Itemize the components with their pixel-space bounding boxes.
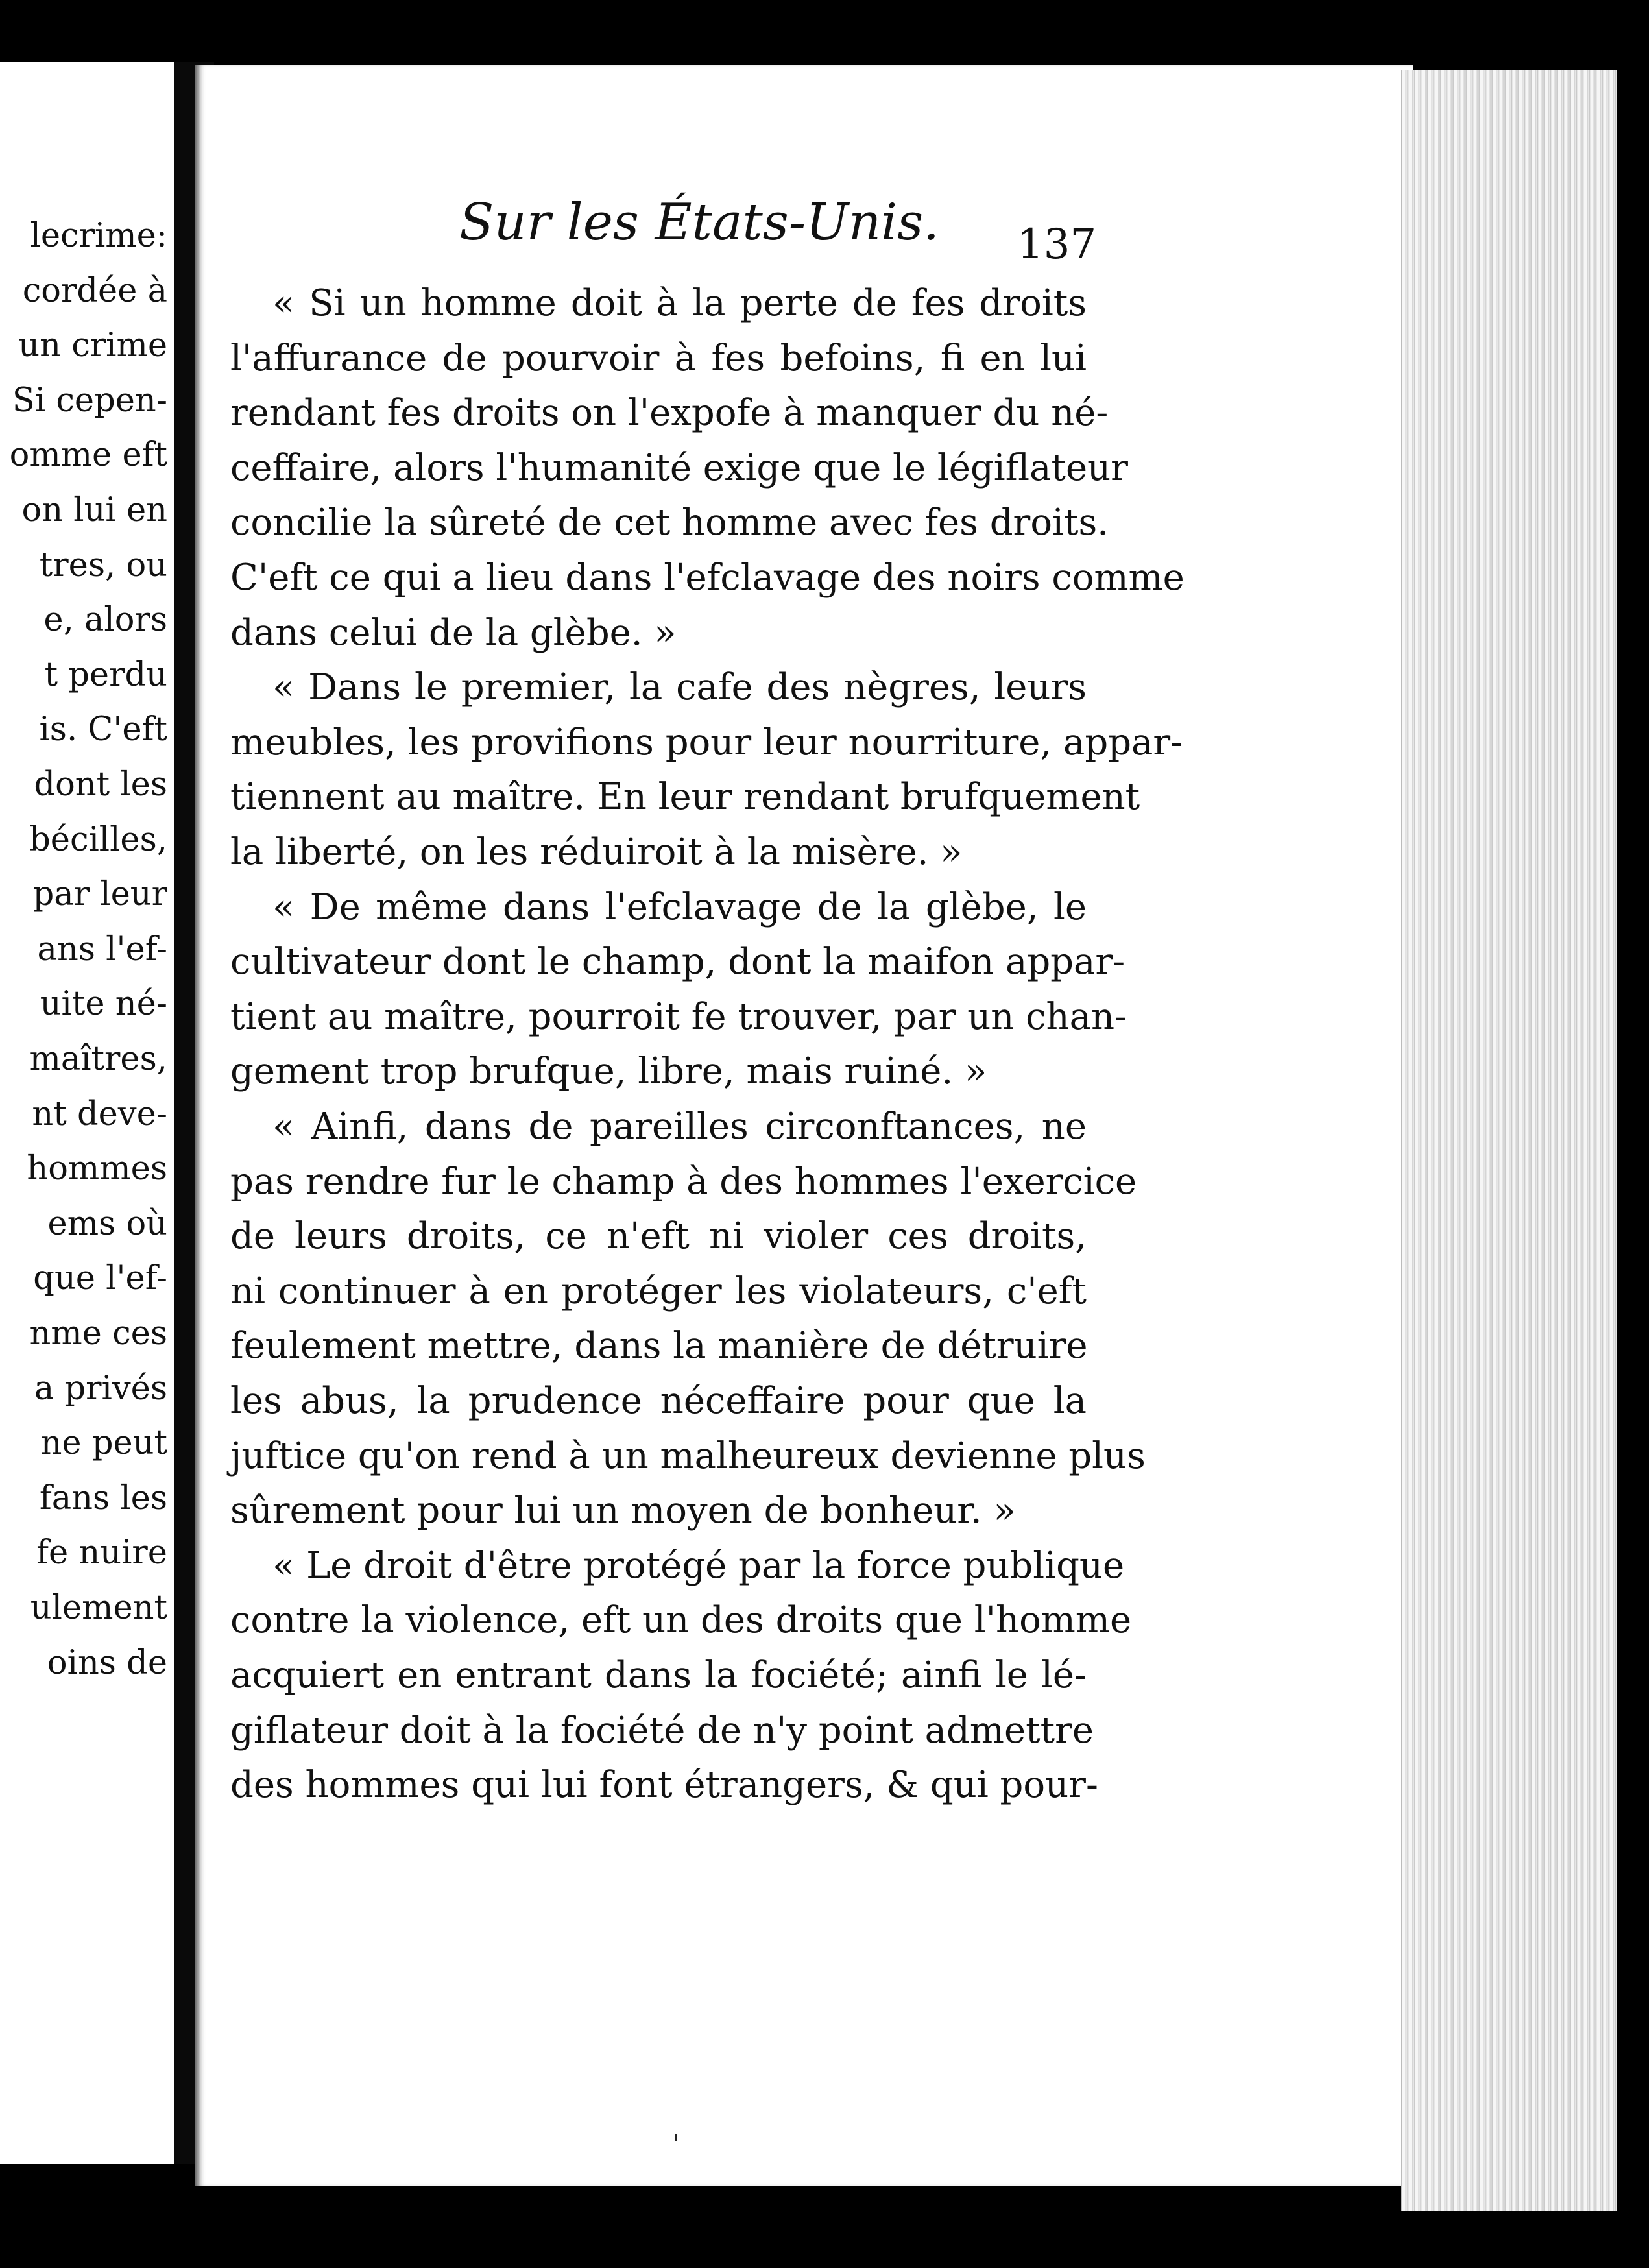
left-page-line: uite né- xyxy=(40,985,167,1024)
left-page-line: a privés xyxy=(34,1369,167,1408)
left-page-line: tres, ou xyxy=(39,546,167,585)
text-line: pas rendre fur le champ à des hommes l'exercice xyxy=(230,1160,1137,1203)
text-line: feulement mettre, dans la manière de détruire xyxy=(230,1325,1088,1368)
text-line: l'affurance de pourvoir à fes befoins, fi en lui xyxy=(230,337,1087,380)
left-page-line: ne peut xyxy=(40,1424,167,1463)
page-number: 137 xyxy=(1017,221,1097,269)
text-line: ni continuer à en protéger les violateurs, c'eft xyxy=(230,1270,1087,1312)
print-speck xyxy=(675,2134,677,2141)
text-line: cultivateur dont le champ, dont la maifon appar- xyxy=(230,941,1125,983)
text-line: « Si un homme doit à la perte de fes droits xyxy=(272,282,1087,324)
text-line: « Ainfi, dans de pareilles circonftances, ne xyxy=(272,1105,1087,1148)
text-line: meubles, les provifions pour leur nourriture, appar- xyxy=(230,721,1183,764)
left-page-line: ems où xyxy=(47,1204,167,1243)
left-page-line: e, alors xyxy=(43,601,167,640)
left-page-line: is. C'eft xyxy=(39,710,167,749)
left-page-line: nme ces xyxy=(29,1314,167,1353)
left-page-line: que l'ef- xyxy=(33,1259,167,1298)
left-page xyxy=(0,62,174,2164)
text-line: « Le droit d'être protégé par la force publique xyxy=(272,1544,1125,1587)
left-page-line: hommes xyxy=(27,1150,167,1188)
left-page-line: t perdu xyxy=(44,655,167,694)
text-line: dans celui de la glèbe. » xyxy=(230,611,677,654)
left-page-line: Si cepen- xyxy=(12,381,167,420)
text-line: tiennent au maître. En leur rendant brufquement xyxy=(230,776,1140,819)
left-page-line: par leur xyxy=(32,875,167,914)
text-line: concilie la sûreté de cet homme avec fes droits. xyxy=(230,501,1109,544)
left-page-line: fans les xyxy=(39,1478,167,1517)
page-edges xyxy=(1401,70,1617,2211)
left-page-line: dont les xyxy=(34,766,167,804)
text-line: sûrement pour lui un moyen de bonheur. » xyxy=(230,1490,1016,1532)
left-page-line: fe nuire xyxy=(36,1534,167,1573)
text-line: ceffaire, alors l'humanité exige que le légiflateur xyxy=(230,446,1128,489)
left-page-line: maîtres, xyxy=(29,1040,167,1078)
text-line: acquiert en entrant dans la fociété; ainfi le lé- xyxy=(230,1654,1087,1696)
text-line: giflateur doit à la fociété de n'y point admettre xyxy=(230,1709,1094,1752)
text-line: contre la violence, eft un des droits que l'homme xyxy=(230,1599,1132,1642)
text-line: « De même dans l'efclavage de la glèbe, le xyxy=(272,886,1087,928)
text-line: rendant fes droits on l'expofe à manquer du né- xyxy=(230,392,1109,435)
text-line: les abus, la prudence néceffaire pour que la xyxy=(230,1380,1087,1422)
text-line: C'eft ce qui a lieu dans l'efclavage des noirs comme xyxy=(230,557,1185,599)
text-line: gement trop brufque, libre, mais ruiné. » xyxy=(230,1050,987,1093)
text-line: des hommes qui lui font étrangers, & qui pour- xyxy=(230,1764,1098,1807)
text-line: de leurs droits, ce n'eft ni violer ces droits, xyxy=(230,1215,1087,1258)
left-page-line: lecrime: xyxy=(30,217,167,255)
left-page-line: nt deve- xyxy=(32,1094,167,1133)
text-line: juftice qu'on rend à un malheureux devienne plus xyxy=(230,1434,1146,1477)
left-page-line: oins de xyxy=(47,1643,167,1682)
left-page-line: ans l'ef- xyxy=(37,930,167,969)
text-line: tient au maître, pourroit fe trouver, par un chan- xyxy=(230,995,1127,1038)
left-page-line: cordée à xyxy=(22,271,167,310)
left-page-line: ulement xyxy=(30,1589,167,1627)
left-page-line: on lui en xyxy=(21,491,167,529)
left-page-line: omme eft xyxy=(9,436,167,475)
left-page-line: bécilles, xyxy=(29,820,167,859)
text-line: « Dans le premier, la cafe des nègres, leurs xyxy=(272,666,1087,709)
left-page-line: un crime xyxy=(18,326,167,365)
text-line: la liberté, on les réduiroit à la misère. » xyxy=(230,831,963,873)
running-header: Sur les États-Unis. xyxy=(459,193,939,252)
